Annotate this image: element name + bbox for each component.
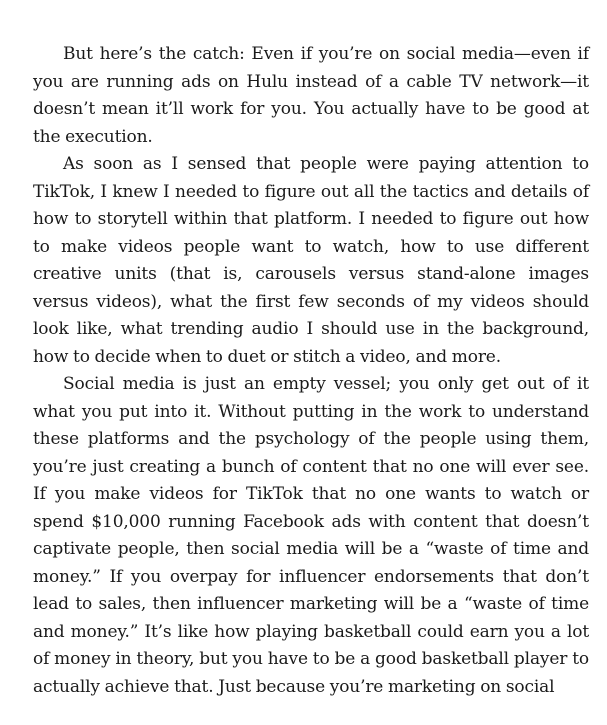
paragraph-execution: But here’s the catch: Even if you’re on social media—even if you are running ads on Hulu instead of a cable TV network—it doesn’t mean it’ll work for you. You actually have to be good at the execution. [33,44,589,147]
paragraph-tiktok-tactics: As soon as I sensed that people were paying attention to TikTok, I knew I needed to figure out all the tactics and details of how to storytell within that platform. I needed to figure out how to make videos people want to watch, how to use different creative units (that is, carousels versus stand-alone images versus videos), what the first few seconds of my videos should look like, what trending audio I should use in the background, how to decide when to duet or stitch a video, and more. [33,154,589,367]
body-text [33,41,589,701]
paragraph-empty-vessel: Social media is just an empty vessel; you only get out of it what you put into it. Without putting in the work to understand these platforms and the psychology of the people using them, you’re just creating a bunch of content that no one will ever see. If you make videos for TikTok that no one wants to watch or spend $10,000 running Facebook ads with content that doesn’t captivate people, then social media will be a “waste of time and money.” If you overpay for influencer endorsements that don’t lead to sales, then influencer marketing will be a “waste of time and money.” It’s like how playing basketball could earn you a lot of money in theory, but you have to be a good basketball player to actually achieve that. Just because you’re marketing on social [33,374,589,697]
